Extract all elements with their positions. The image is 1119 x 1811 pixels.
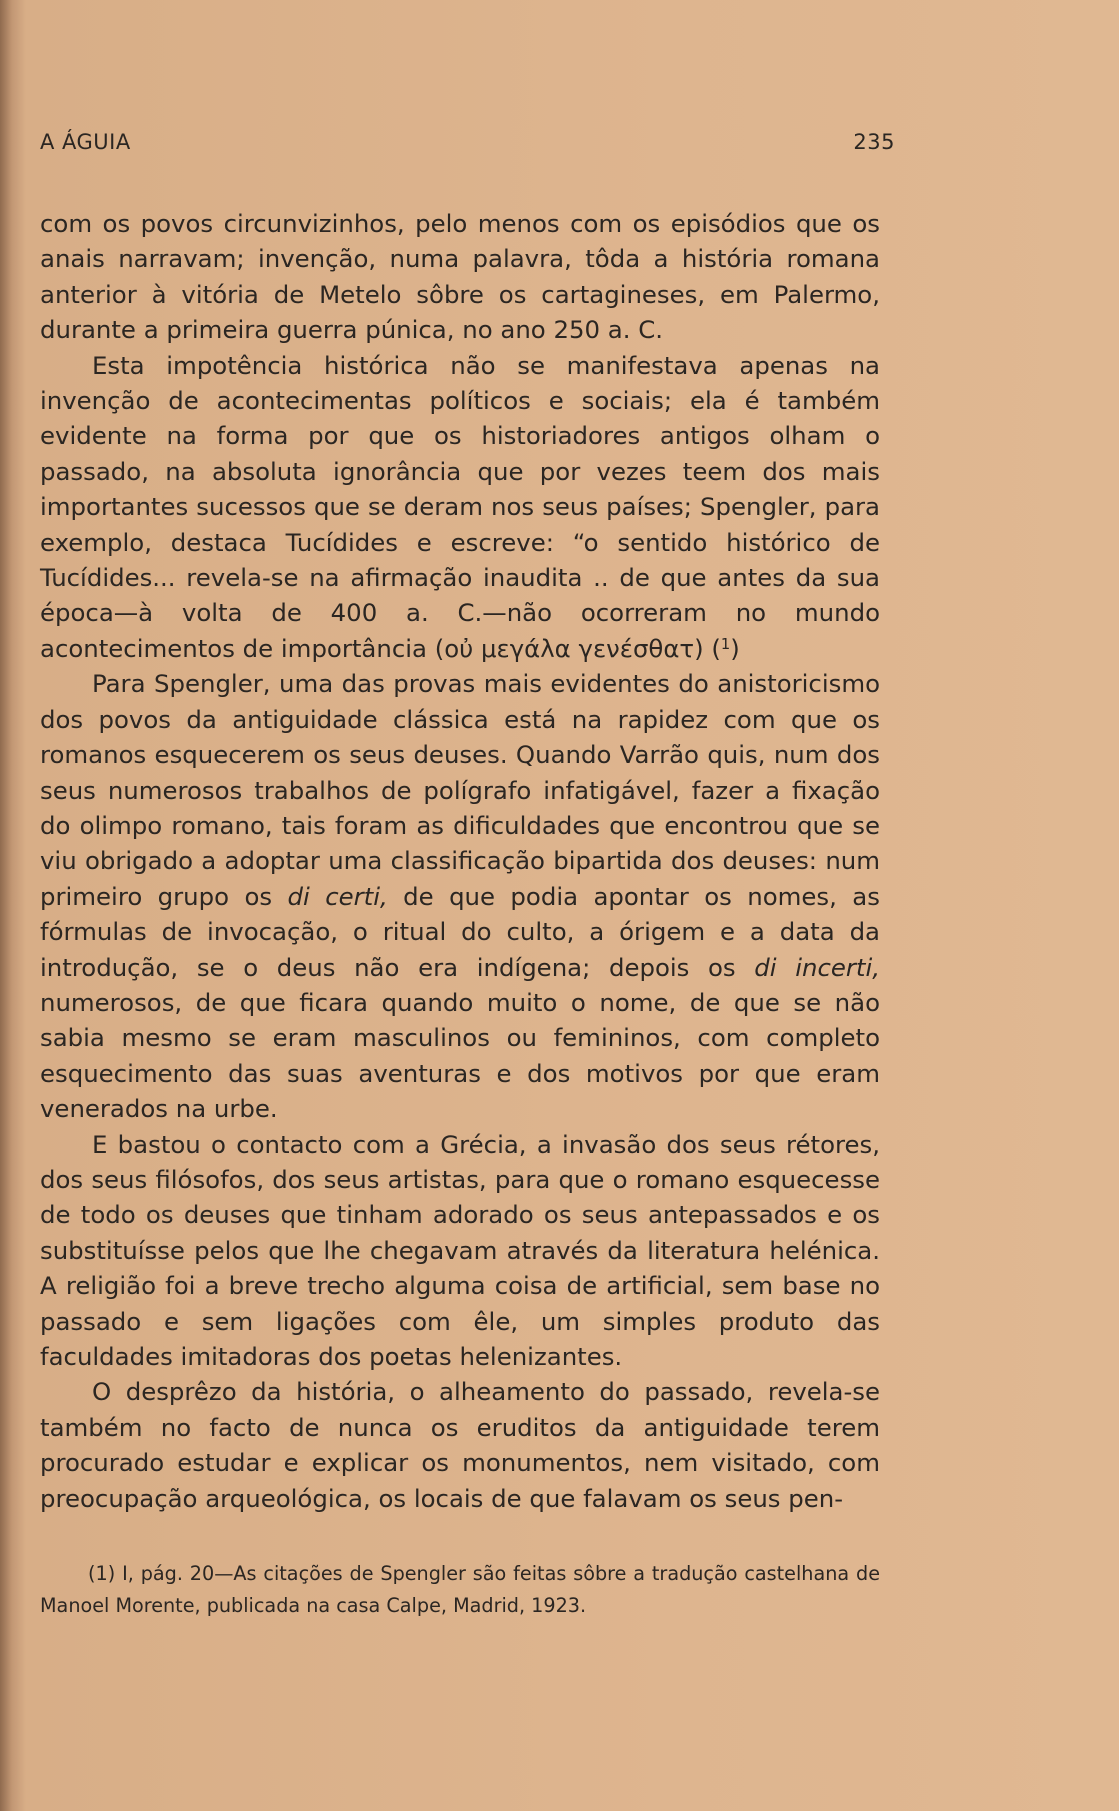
footnote-1 [40,1558,880,1622]
paragraph-3-part-b: de que podia apontar os nomes, as fórmulas de invocação, o ritual do culto, a órigem e a data da introdução, se o deus não era indígena; depois os [40,881,880,982]
paragraph-5: O desprêzo da história, o alheamento do passado, revela-se também no facto de nunca os eruditos da antiguidade terem procurado estudar e explicar os monumentos, nem visitado, com preocupação arqueológica, os locais de que falavam os seus pen- [40,1377,880,1513]
page-header [40,130,895,154]
paragraph-1: com os povos circunvizinhos, pelo menos com os episódios que os anais narravam; invenção, numa palavra, tôda a história romana anterior à vitória de Metelo sôbre os cartagineses, em Palermo, durante a primeira guerra púnica, no ano 250 a. C. [40,209,880,345]
page-number: 235 [853,130,895,154]
footnotes [40,1558,880,1622]
body-text [40,206,880,1516]
term-di-certi: di certi, [287,881,388,911]
footnote-text: I, pág. 20—As citações de Spengler são feitas sôbre a tradução castelhana de Manoel Morente, publicada na casa Calpe, Madrid, 1923. [40,1562,880,1617]
paragraph-3-part-c: numerosos, de que ficara quando muito o nome, de que se não sabia mesmo se eram masculinos ou femininos, com completo esquecimento das suas aventuras e dos motivos por que eram venerados na urbe. [40,987,880,1124]
paragraph-2: Esta impotência histórica não se manifestava apenas na invenção de acontecimentas políticos e sociais; ela é também evidente na forma por que os historiadores antigos olham o passado, na absoluta ignorância que por vezes teem dos mais importantes sucessos que se deram nos seus países; Spengler, para exemplo, destaca Tucídides e escreve: “o sentido histórico de Tucídides... revela-se na afirmação inaudita .. de que antes da sua época—à volta de 400 a. C.—não ocorreram no mundo acontecimentos de importância (οὐ μεγάλα γενέσθατ) ($^1$) [40,350,880,663]
paragraph-3-part-a: Para Spengler, uma das provas mais evidentes do anistoricismo dos povos da antiguidade clássica está na rapidez com que os romanos esquecerem os seus deuses. Quando Varrão quis, num dos seus numerosos trabalhos de polígrafo infatigável, fazer a fixação do olimpo romano, tais foram as dificuldades que encontrou que se viu obrigado a adoptar uma classificação bipartida dos deuses: num primeiro grupo os [40,669,880,911]
paragraph-2-text: Esta impotência histórica não se manifestava apenas na invenção de acontecimentas políticos e sociais; ela é também evidente na forma por que os historiadores antigos olham o passado, na absoluta ignorância que por vezes teem dos mais importantes sucessos que se deram nos seus países; Spengler, para exemplo, destaca Tucídides e escreve: “o sentido histórico de Tucídides... revela-se na afirmação inaudita .. de que antes da sua época—à volta de 400 a. C.—não ocorreram no mundo acontecimentos de importância (οὐ μεγάλα γενέσθατ) [40,350,880,663]
footnote-reference: 1 [720,635,731,653]
paragraph-3 [40,666,880,1126]
paragraph-4: E bastou o contacto com a Grécia, a invasão dos seus rétores, dos seus filósofos, dos seus artistas, para que o romano esquecesse de todo os deuses que tinham adorado os seus antepassados e os substituísse pelos que lhe chegavam através da literatura helénica. A religião foi a breve trecho alguma coisa de artificial, sem base no passado e sem ligações com êle, um simples produto das faculdades imitadoras dos poetas helenizantes. [40,1129,880,1371]
term-di-incerti: di incerti, [754,952,880,982]
footnote-marker: (1) [88,1562,116,1585]
running-title: A ÁGUIA [40,130,131,154]
